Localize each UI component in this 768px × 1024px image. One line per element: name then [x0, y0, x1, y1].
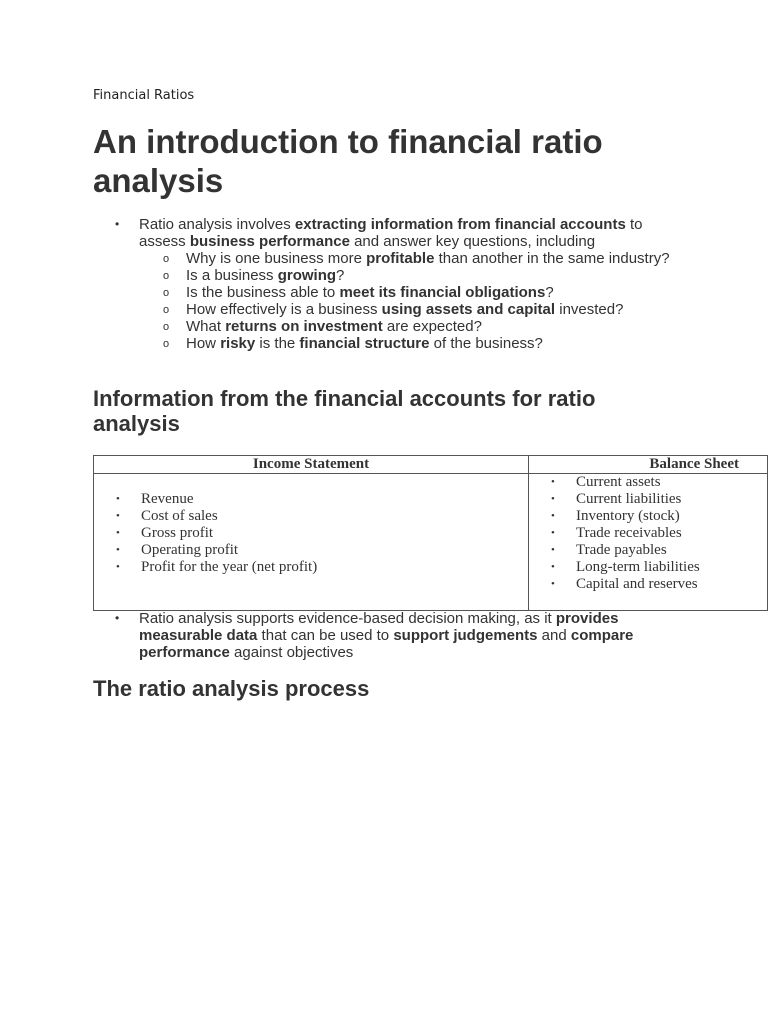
question-text: Is the business able to: [186, 284, 340, 301]
income-item-text: Revenue: [141, 491, 194, 507]
question-text: How: [186, 335, 221, 352]
question-text: Why is one business more: [186, 250, 367, 267]
bullet-icon: •: [551, 544, 555, 556]
after-text: against objectives: [229, 644, 354, 661]
question-text: How effectively is a business: [186, 301, 382, 318]
bullet-icon: •: [116, 510, 120, 522]
circle-bullet-icon: o: [163, 270, 170, 282]
bullet-icon: •: [551, 493, 555, 505]
bullet-icon: •: [116, 544, 120, 556]
list-item: [94, 508, 528, 525]
question-item: [93, 335, 693, 352]
bullet-icon: •: [551, 476, 555, 488]
balance-item-text: Inventory (stock): [576, 508, 680, 524]
income-item-text: Cost of sales: [141, 508, 218, 524]
circle-bullet-icon: o: [163, 253, 170, 265]
section-heading-process: The ratio analysis process: [93, 676, 370, 701]
table-header-income: Income Statement: [94, 456, 529, 474]
question-bold: growing: [277, 267, 337, 284]
question-bold: financial structure: [299, 335, 430, 352]
list-item: [94, 542, 528, 559]
bullet-icon: •: [551, 510, 555, 522]
circle-bullet-icon: o: [163, 338, 170, 350]
question-item: [93, 318, 693, 335]
income-item-text: Profit for the year (net profit): [141, 559, 318, 575]
after-bold: compare performance: [139, 627, 634, 661]
circle-bullet-icon: o: [163, 321, 170, 333]
after-bold: support judgements: [393, 627, 538, 644]
bullet-icon: •: [116, 527, 120, 539]
balance-item-text: Current assets: [576, 474, 661, 490]
bullet-icon: •: [116, 561, 120, 573]
balance-item-text: Current liabilities: [576, 491, 682, 507]
list-item: [94, 491, 528, 508]
after-table-bullet: [93, 610, 673, 661]
list-item: [529, 508, 767, 525]
balance-item-text: Capital and reserves: [576, 576, 698, 592]
accounts-table: [93, 455, 768, 611]
intro-bold-2: business performance: [189, 233, 350, 250]
question-item: [93, 284, 693, 301]
list-item: [529, 542, 767, 559]
table-header-row: [94, 456, 768, 474]
table-header-balance: Balance Sheet: [529, 456, 768, 474]
question-text: invested?: [555, 301, 624, 318]
balance-cell: [529, 474, 768, 611]
list-item: [94, 559, 528, 576]
question-text: are expected?: [382, 318, 482, 335]
bullet-icon: •: [115, 611, 120, 625]
question-list: [93, 250, 693, 352]
intro-bold-1: extracting information from financial accounts: [294, 216, 626, 233]
header-label: Financial Ratios: [93, 88, 195, 103]
bullet-icon: •: [116, 493, 120, 505]
intro-text: Ratio analysis involves: [139, 216, 295, 233]
list-item: [529, 525, 767, 542]
question-text: What: [186, 318, 226, 335]
balance-list: [529, 474, 767, 593]
question-text: Is a business: [186, 267, 278, 284]
after-text: and: [537, 627, 571, 644]
question-item: [93, 250, 693, 267]
income-cell: [94, 474, 529, 611]
list-item: [529, 491, 767, 508]
table-row: [94, 474, 768, 611]
question-bold: profitable: [366, 250, 435, 267]
list-item: [529, 576, 767, 593]
circle-bullet-icon: o: [163, 287, 170, 299]
question-text: ?: [336, 267, 345, 284]
question-bold: using assets and capital: [381, 301, 556, 318]
balance-item-text: Trade payables: [576, 542, 667, 558]
bullet-icon: •: [551, 527, 555, 539]
circle-bullet-icon: o: [163, 304, 170, 316]
question-text: than another in the same industry?: [434, 250, 670, 267]
question-text: ?: [545, 284, 554, 301]
question-text: of the business?: [429, 335, 543, 352]
question-bold: meet its financial obligations: [339, 284, 546, 301]
after-table-section: [93, 610, 673, 661]
list-item: [529, 559, 767, 576]
intro-text: to assess: [139, 216, 643, 250]
bullet-icon: •: [551, 561, 555, 573]
list-item: [529, 474, 767, 491]
section-heading-accounts: Information from the financial accounts for ratio analysis: [93, 386, 596, 436]
income-list: [94, 474, 528, 576]
after-text: that can be used to: [257, 627, 394, 644]
income-item-text: Gross profit: [141, 525, 214, 541]
page-title: An introduction to financial ratio analysis: [93, 123, 603, 199]
bullet-icon: •: [115, 217, 120, 231]
question-bold: returns on investment: [225, 318, 383, 335]
intro-bullet: [93, 216, 693, 250]
balance-item-text: Trade receivables: [576, 525, 682, 541]
after-bold: provides measurable data: [139, 610, 619, 644]
intro-text: and answer key questions, including: [349, 233, 596, 250]
balance-item-text: Long-term liabilities: [576, 559, 700, 575]
list-item: [94, 525, 528, 542]
bullet-icon: •: [551, 578, 555, 590]
income-item-text: Operating profit: [141, 542, 239, 558]
question-text: is the: [255, 335, 300, 352]
after-text: Ratio analysis supports evidence-based decision making, as it: [139, 610, 556, 627]
question-item: [93, 301, 693, 318]
intro-section: [93, 216, 693, 352]
question-item: [93, 267, 693, 284]
question-bold: risky: [220, 335, 256, 352]
